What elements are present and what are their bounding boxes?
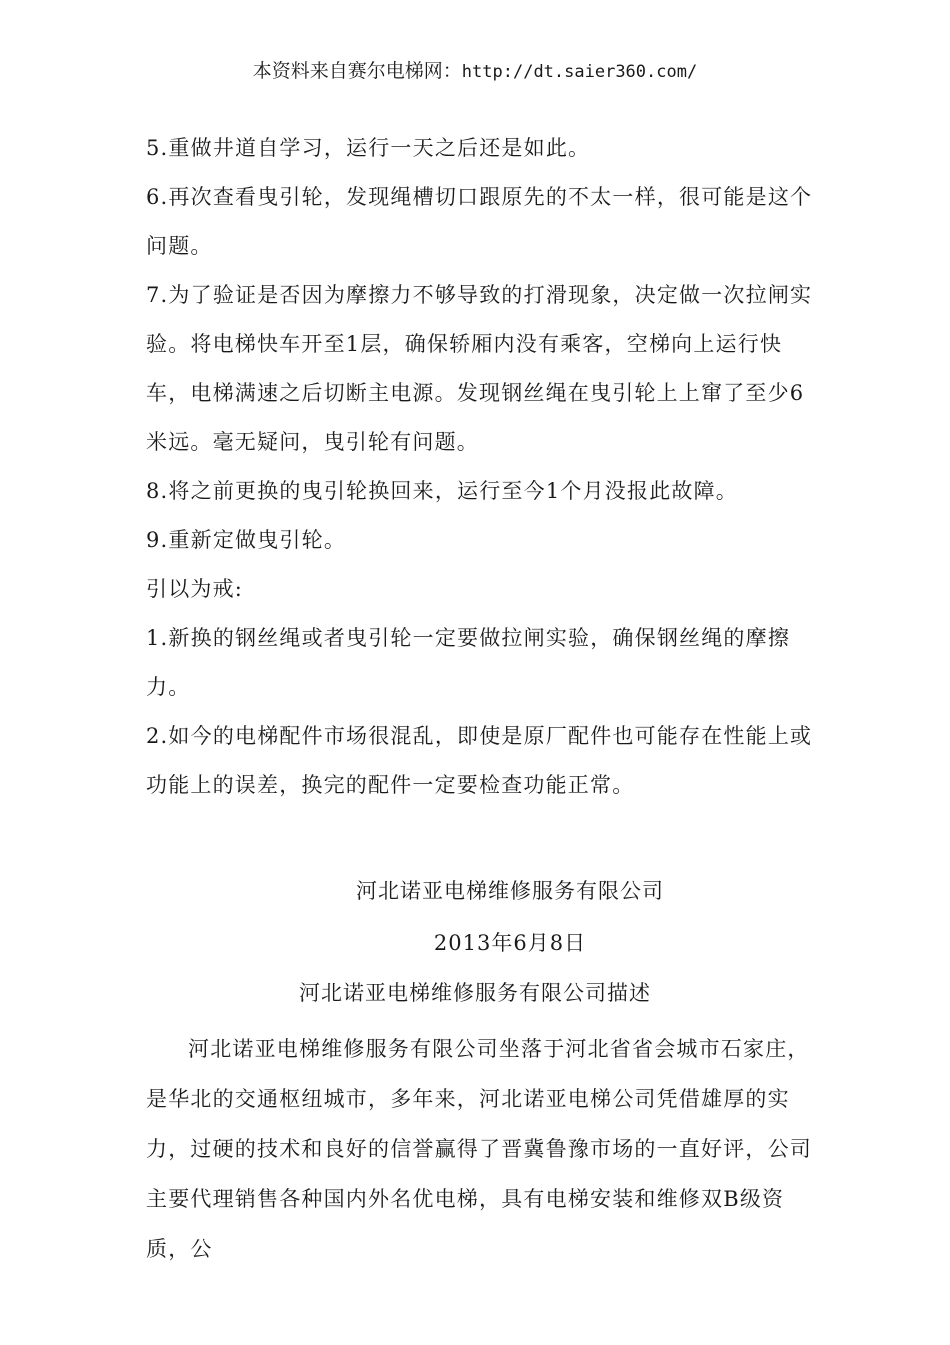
source-header-prefix: 本资料来自赛尔电梯网： [252,60,462,82]
step-paragraph: 7.为了验证是否因为摩擦力不够导致的打滑现象，决定做一次拉闸实验。将电梯快车开至1层，确保轿厢内没有乘客，空梯向上运行快车，电梯满速之后切断主电源。发现钢丝绳在曳引轮上上窜了至少6米远。毫无疑问，曳引轮有问题。 [146,283,813,454]
signature-date: 2013年6月8日 [433,931,587,955]
step-paragraph: 5.重做井道自学习，运行一天之后还是如此。 [146,136,591,160]
lesson-paragraph: 2.如今的电梯配件市场很混乱，即使是原厂配件也可能存在性能上或功能上的误差，换完的配件一定要检查功能正常。 [146,724,813,797]
lesson-paragraph: 1.新换的钢丝绳或者曳引轮一定要做拉闸实验，确保钢丝绳的摩擦力。 [146,626,791,699]
step-paragraph: 6.再次查看曳引轮，发现绳槽切口跟原先的不太一样，很可能是这个问题。 [146,185,813,258]
signature-company: 河北诺亚电梯维修服务有限公司 [356,879,664,903]
step-paragraph: 9.重新定做曳引轮。 [146,528,347,552]
lessons-heading: 引以为戒: [146,577,244,601]
source-url-link[interactable]: http://dt.saier360.com/ [461,62,698,82]
description-title: 河北诺亚电梯维修服务有限公司描述 [299,981,651,1005]
source-header [0,58,950,85]
description-paragraph: 河北诺亚电梯维修服务有限公司坐落于河北省省会城市石家庄，是华北的交通枢纽城市，多年来，河北诺亚电梯公司凭借雄厚的实力，过硬的技术和良好的信誉赢得了晋冀鲁豫市场的一直好评，公司主要代理销售各种国内外名优电梯，具有电梯安装和维修双B级资质，公 [146,1037,812,1261]
step-paragraph: 8.将之前更换的曳引轮换回来，运行至今1个月没报此故障。 [146,479,738,503]
description-body [146,1024,816,1274]
main-text [146,124,816,810]
